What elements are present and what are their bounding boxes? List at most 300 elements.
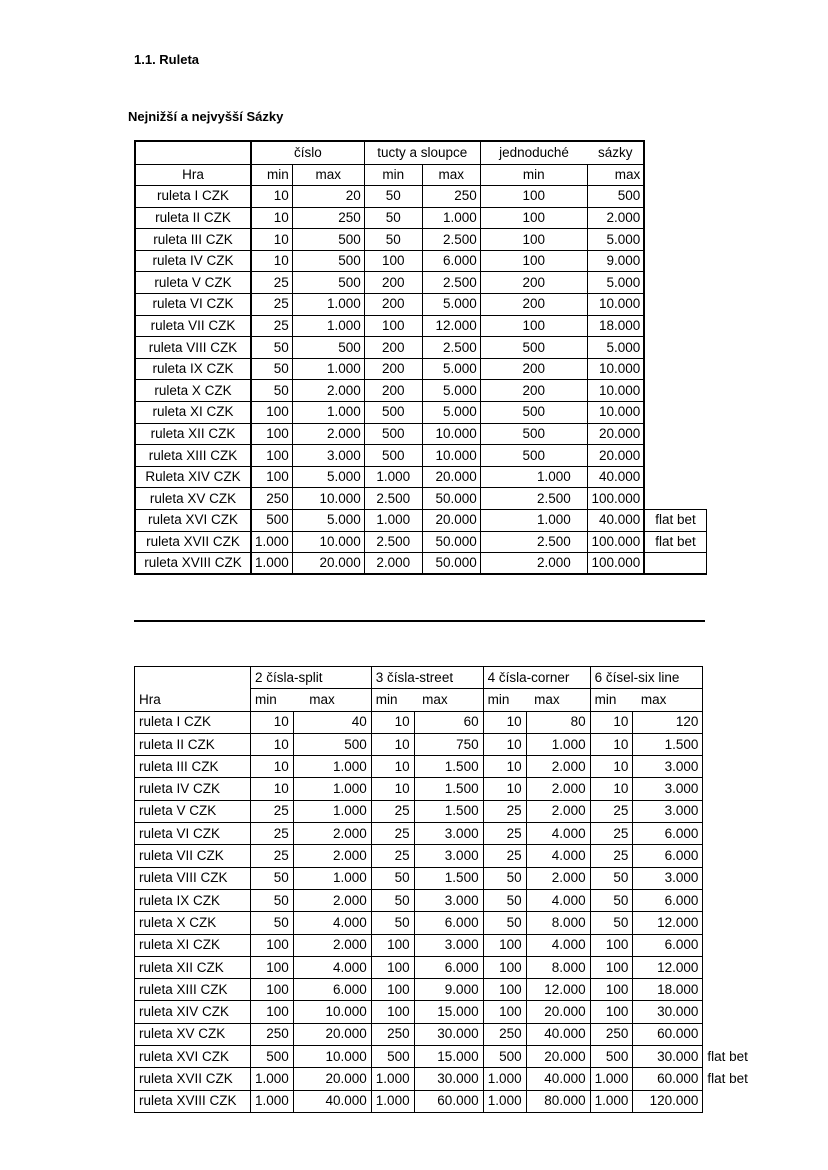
note-cell xyxy=(644,553,706,575)
street-max-cell: 60.000 xyxy=(414,1090,483,1112)
street-max-cell: 750 xyxy=(414,733,483,755)
note-cell: flat bet xyxy=(644,531,706,553)
cislo-max-cell: 500 xyxy=(292,337,364,359)
cislo-min-cell: 250 xyxy=(251,488,292,510)
six-line-max-cell: 3.000 xyxy=(633,867,703,889)
game-name-cell: ruleta X CZK xyxy=(135,912,251,934)
table-row xyxy=(135,186,706,208)
note-cell xyxy=(703,1001,759,1023)
table-row xyxy=(135,358,706,380)
cislo-max-cell: 2.000 xyxy=(292,380,364,402)
street-min-cell: 25 xyxy=(371,823,414,845)
game-name-cell: ruleta XVIII CZK xyxy=(135,553,251,575)
note-cell: flat bet xyxy=(707,1070,748,1086)
table2-group-header-row xyxy=(135,667,759,689)
table-row xyxy=(135,294,706,316)
jednoduche-max-cell: 5.000 xyxy=(587,272,644,294)
corner-max-cell: 1.000 xyxy=(526,733,590,755)
tucty-max-cell: 10.000 xyxy=(422,423,480,445)
tucty-min-cell: 50 xyxy=(364,229,422,251)
six-line-min-cell: 25 xyxy=(590,845,633,867)
table-row xyxy=(135,845,759,867)
cislo-min-cell: 25 xyxy=(251,294,292,316)
table-row xyxy=(135,711,759,733)
corner-max-cell: 4.000 xyxy=(526,823,590,845)
note-cell xyxy=(644,380,706,402)
cislo-max-cell: 1.000 xyxy=(292,294,364,316)
tucty-max-cell: 250 xyxy=(422,186,480,208)
corner-max-cell: 8.000 xyxy=(526,956,590,978)
corner-min-cell: 100 xyxy=(483,956,526,978)
note-cell xyxy=(703,756,759,778)
split-max-cell: 500 xyxy=(293,733,371,755)
note-cell xyxy=(644,272,706,294)
corner-max-cell: 40.000 xyxy=(526,1068,590,1090)
street-min-cell: 25 xyxy=(371,845,414,867)
six-line-max-cell: 120 xyxy=(633,711,703,733)
jednoduche-min-cell: 100 xyxy=(480,229,587,251)
split-max-cell: 1.000 xyxy=(293,867,371,889)
corner-min-cell: 10 xyxy=(483,733,526,755)
tucty-max-cell: 2.500 xyxy=(422,272,480,294)
split-max-cell: 4.000 xyxy=(293,912,371,934)
section-title: 1.1. Ruleta xyxy=(134,52,200,67)
split-max-cell: 6.000 xyxy=(293,979,371,1001)
note-cell xyxy=(644,294,706,316)
split-min-cell: 25 xyxy=(251,845,294,867)
six-line-min-cell: 100 xyxy=(590,1001,633,1023)
jednoduche-max-cell: 5.000 xyxy=(587,337,644,359)
tucty-max-cell: 20.000 xyxy=(422,466,480,488)
jednoduche-max-cell: 100.000 xyxy=(587,488,644,510)
cislo-min-cell: 10 xyxy=(251,207,292,229)
six-line-max-cell: 3.000 xyxy=(633,800,703,822)
street-max-cell: 1.500 xyxy=(414,778,483,800)
game-name-cell: ruleta XVI CZK xyxy=(135,510,251,532)
note-cell xyxy=(703,689,759,711)
split-max-cell: 20.000 xyxy=(293,1068,371,1090)
jednoduche-min-cell: 200 xyxy=(480,272,587,294)
note-cell xyxy=(644,186,706,208)
six-line-min-cell: 50 xyxy=(590,912,633,934)
street-min-cell: 10 xyxy=(371,711,414,733)
street-min-cell: 50 xyxy=(371,889,414,911)
corner-min-cell: 50 xyxy=(483,912,526,934)
jednoduche-max-cell: 10.000 xyxy=(587,358,644,380)
jednoduche-max-cell: 2.000 xyxy=(587,207,644,229)
note-cell xyxy=(644,402,706,424)
cislo-max-cell: 5.000 xyxy=(292,510,364,532)
street-max-cell: 3.000 xyxy=(414,934,483,956)
jednoduche-min-cell: 1.000 xyxy=(480,510,587,532)
split-max-cell: 1.000 xyxy=(293,778,371,800)
table-row xyxy=(135,510,706,532)
game-name-cell: ruleta IV CZK xyxy=(135,778,251,800)
six-line-min-cell: 50 xyxy=(590,867,633,889)
jednoduche-max-cell: 10.000 xyxy=(587,294,644,316)
bet-limits-table-main xyxy=(134,140,707,575)
split-min-cell: 10 xyxy=(251,733,294,755)
street-max-cell: 30.000 xyxy=(414,1068,483,1090)
corner-max-cell: 20.000 xyxy=(526,1001,590,1023)
note-cell xyxy=(703,667,759,689)
corner-min-cell: 25 xyxy=(483,823,526,845)
six-line-min-cell: 50 xyxy=(590,889,633,911)
table-row xyxy=(135,380,706,402)
note-cell xyxy=(703,778,759,800)
game-name-cell: ruleta IX CZK xyxy=(135,889,251,911)
street-max-cell: 9.000 xyxy=(414,979,483,1001)
jednoduche-min-cell: 500 xyxy=(480,402,587,424)
corner-max-cell: 4.000 xyxy=(526,845,590,867)
col-header-max: max xyxy=(414,689,483,711)
jednoduche-max-cell: 18.000 xyxy=(587,315,644,337)
jednoduche-max-cell: 20.000 xyxy=(587,423,644,445)
note-cell xyxy=(644,315,706,337)
six-line-max-cell: 30.000 xyxy=(633,1001,703,1023)
tucty-min-cell: 200 xyxy=(364,294,422,316)
table-row xyxy=(135,466,706,488)
table-row xyxy=(135,1023,759,1045)
street-max-cell: 1.500 xyxy=(414,867,483,889)
corner-min-cell: 100 xyxy=(483,934,526,956)
game-name-cell: ruleta VIII CZK xyxy=(135,867,251,889)
cislo-min-cell: 50 xyxy=(251,380,292,402)
note-cell xyxy=(644,207,706,229)
cislo-max-cell: 500 xyxy=(292,229,364,251)
tucty-min-cell: 100 xyxy=(364,315,422,337)
six-line-max-cell: 60.000 xyxy=(633,1068,703,1090)
cislo-min-cell: 10 xyxy=(251,229,292,251)
table-row xyxy=(135,733,759,755)
split-max-cell: 2.000 xyxy=(293,934,371,956)
cislo-min-cell: 100 xyxy=(251,423,292,445)
cislo-min-cell: 50 xyxy=(251,358,292,380)
col-header-max: max xyxy=(526,689,590,711)
six-line-max-cell: 18.000 xyxy=(633,979,703,1001)
jednoduche-max-cell: 500 xyxy=(587,186,644,208)
group-header-cislo: číslo xyxy=(251,141,364,164)
street-max-cell: 6.000 xyxy=(414,956,483,978)
col-header-min: min xyxy=(364,164,422,186)
table-row xyxy=(135,488,706,510)
game-name-cell: ruleta XIII CZK xyxy=(135,979,251,1001)
tucty-min-cell: 500 xyxy=(364,423,422,445)
table-row xyxy=(135,229,706,251)
corner-min-cell: 25 xyxy=(483,845,526,867)
split-max-cell: 40.000 xyxy=(293,1090,371,1112)
tucty-min-cell: 1.000 xyxy=(364,466,422,488)
jednoduche-max-cell: 5.000 xyxy=(587,229,644,251)
game-name-cell: ruleta XI CZK xyxy=(135,402,251,424)
six-line-max-cell: 6.000 xyxy=(633,845,703,867)
jednoduche-max-cell: 100.000 xyxy=(587,531,644,553)
table-row xyxy=(135,402,706,424)
street-max-cell: 6.000 xyxy=(414,912,483,934)
game-name-cell: ruleta XVIII CZK xyxy=(135,1090,251,1112)
note-cell xyxy=(703,800,759,822)
note-cell xyxy=(644,466,706,488)
col-header-min: min xyxy=(590,689,633,711)
col-header-min: min xyxy=(483,689,526,711)
six-line-min-cell: 10 xyxy=(590,778,633,800)
game-name-cell: ruleta I CZK xyxy=(135,711,251,733)
six-line-min-cell: 100 xyxy=(590,979,633,1001)
tucty-max-cell: 2.500 xyxy=(422,337,480,359)
corner-max-cell: 80.000 xyxy=(526,1090,590,1112)
split-max-cell: 2.000 xyxy=(293,889,371,911)
col-header-min: min xyxy=(251,164,292,186)
cislo-min-cell: 10 xyxy=(251,186,292,208)
split-max-cell: 2.000 xyxy=(293,823,371,845)
jednoduche-min-cell: 500 xyxy=(480,337,587,359)
table-row xyxy=(135,531,706,553)
col-header-max: max xyxy=(633,689,703,711)
corner-min-cell: 10 xyxy=(483,756,526,778)
corner-max-cell: 2.000 xyxy=(526,756,590,778)
cislo-max-cell: 500 xyxy=(292,250,364,272)
group-header-sazky: sázky xyxy=(587,141,644,164)
split-min-cell: 100 xyxy=(251,979,294,1001)
corner-max-cell: 80 xyxy=(526,711,590,733)
six-line-max-cell: 120.000 xyxy=(633,1090,703,1112)
corner-min-cell: 100 xyxy=(483,1001,526,1023)
group-header-six-line: 6 čísel-six line xyxy=(590,667,703,689)
split-min-cell: 1.000 xyxy=(251,1090,294,1112)
six-line-max-cell: 60.000 xyxy=(633,1023,703,1045)
corner-min-cell: 50 xyxy=(483,867,526,889)
jednoduche-max-cell: 40.000 xyxy=(587,510,644,532)
cislo-min-cell: 25 xyxy=(251,315,292,337)
table-row xyxy=(135,315,706,337)
six-line-max-cell: 1.500 xyxy=(633,733,703,755)
cislo-max-cell: 10.000 xyxy=(292,488,364,510)
jednoduche-max-cell: 10.000 xyxy=(587,380,644,402)
game-name-cell: ruleta II CZK xyxy=(135,733,251,755)
cislo-max-cell: 1.000 xyxy=(292,315,364,337)
table-row xyxy=(135,207,706,229)
tucty-min-cell: 2.500 xyxy=(364,531,422,553)
split-max-cell: 20.000 xyxy=(293,1023,371,1045)
six-line-min-cell: 10 xyxy=(590,711,633,733)
game-name-cell: ruleta XV CZK xyxy=(135,1023,251,1045)
split-min-cell: 25 xyxy=(251,800,294,822)
note-cell xyxy=(644,358,706,380)
split-min-cell: 10 xyxy=(251,778,294,800)
table-row xyxy=(135,1068,759,1090)
cislo-min-cell: 10 xyxy=(251,250,292,272)
cislo-min-cell: 25 xyxy=(251,272,292,294)
group-header-jednoduche: jednoduché xyxy=(480,141,587,164)
jednoduche-min-cell: 1.000 xyxy=(480,466,587,488)
game-name-cell: ruleta X CZK xyxy=(135,380,251,402)
corner-max-cell: 20.000 xyxy=(526,1046,590,1068)
game-name-cell: ruleta XVII CZK xyxy=(135,1068,251,1090)
jednoduche-min-cell: 100 xyxy=(480,186,587,208)
cislo-max-cell: 250 xyxy=(292,207,364,229)
game-name-cell: ruleta III CZK xyxy=(135,229,251,251)
jednoduche-min-cell: 100 xyxy=(480,315,587,337)
corner-max-cell: 2.000 xyxy=(526,800,590,822)
table-row xyxy=(135,912,759,934)
corner-min-cell: 25 xyxy=(483,800,526,822)
six-line-min-cell: 1.000 xyxy=(590,1090,633,1112)
tucty-min-cell: 100 xyxy=(364,250,422,272)
col-header-min: min xyxy=(371,689,414,711)
col-header-hra: Hra xyxy=(135,689,251,711)
split-min-cell: 25 xyxy=(251,823,294,845)
jednoduche-min-cell: 200 xyxy=(480,358,587,380)
tucty-max-cell: 50.000 xyxy=(422,488,480,510)
table-row xyxy=(135,934,759,956)
corner-max-cell: 12.000 xyxy=(526,979,590,1001)
jednoduche-min-cell: 500 xyxy=(480,445,587,467)
split-min-cell: 100 xyxy=(251,1001,294,1023)
game-name-cell: ruleta V CZK xyxy=(135,272,251,294)
jednoduche-max-cell: 20.000 xyxy=(587,445,644,467)
table-row xyxy=(135,1001,759,1023)
cislo-max-cell: 10.000 xyxy=(292,531,364,553)
group-header-tucty: tucty a sloupce xyxy=(364,141,480,164)
street-min-cell: 10 xyxy=(371,733,414,755)
note-cell xyxy=(644,445,706,467)
bet-limits-table-combinations xyxy=(134,666,759,1113)
cislo-max-cell: 20.000 xyxy=(292,553,364,575)
six-line-min-cell: 25 xyxy=(590,800,633,822)
game-name-cell: Ruleta XIV CZK xyxy=(135,466,251,488)
cislo-min-cell: 1.000 xyxy=(251,553,292,575)
table-row xyxy=(135,889,759,911)
table-row xyxy=(135,956,759,978)
table-row xyxy=(135,272,706,294)
note-cell xyxy=(703,845,759,867)
game-name-cell: ruleta VII CZK xyxy=(135,845,251,867)
note-cell xyxy=(703,711,759,733)
corner-min-cell: 1.000 xyxy=(483,1090,526,1112)
corner-min-cell: 10 xyxy=(483,778,526,800)
tucty-min-cell: 200 xyxy=(364,337,422,359)
col-header-min: min xyxy=(251,689,294,711)
corner-max-cell: 2.000 xyxy=(526,867,590,889)
game-name-cell: ruleta VI CZK xyxy=(135,294,251,316)
six-line-min-cell: 25 xyxy=(590,823,633,845)
game-name-cell: ruleta IV CZK xyxy=(135,250,251,272)
jednoduche-max-cell: 10.000 xyxy=(587,402,644,424)
cislo-min-cell: 500 xyxy=(251,510,292,532)
table-row xyxy=(135,867,759,889)
cislo-max-cell: 3.000 xyxy=(292,445,364,467)
street-min-cell: 50 xyxy=(371,912,414,934)
game-name-cell: ruleta VI CZK xyxy=(135,823,251,845)
game-name-cell: ruleta XIV CZK xyxy=(135,1001,251,1023)
table-row xyxy=(135,445,706,467)
game-name-cell: ruleta IX CZK xyxy=(135,358,251,380)
table1-corner-cell xyxy=(135,141,251,164)
corner-max-cell: 2.000 xyxy=(526,778,590,800)
cislo-max-cell: 500 xyxy=(292,272,364,294)
split-min-cell: 100 xyxy=(251,934,294,956)
street-min-cell: 100 xyxy=(371,956,414,978)
note-cell xyxy=(703,733,759,755)
table1-title: Nejnižší a nejvyšší Sázky xyxy=(128,109,284,124)
split-min-cell: 10 xyxy=(251,756,294,778)
col-header-hra: Hra xyxy=(135,164,251,186)
game-name-cell: ruleta XV CZK xyxy=(135,488,251,510)
note-cell xyxy=(703,912,759,934)
corner-min-cell: 1.000 xyxy=(483,1068,526,1090)
tucty-max-cell: 5.000 xyxy=(422,294,480,316)
horizontal-divider xyxy=(134,620,705,622)
tucty-max-cell: 5.000 xyxy=(422,402,480,424)
jednoduche-min-cell: 200 xyxy=(480,380,587,402)
street-max-cell: 3.000 xyxy=(414,845,483,867)
street-min-cell: 50 xyxy=(371,867,414,889)
street-min-cell: 25 xyxy=(371,800,414,822)
table2-column-header-row xyxy=(135,689,759,711)
jednoduche-max-cell: 40.000 xyxy=(587,466,644,488)
table-row xyxy=(135,778,759,800)
note-cell xyxy=(703,1023,759,1045)
tucty-min-cell: 2.500 xyxy=(364,488,422,510)
six-line-max-cell: 30.000 xyxy=(633,1046,703,1068)
corner-min-cell: 250 xyxy=(483,1023,526,1045)
cislo-max-cell: 1.000 xyxy=(292,358,364,380)
note-cell xyxy=(644,141,706,164)
game-name-cell: ruleta XVII CZK xyxy=(135,531,251,553)
table-row xyxy=(135,1046,759,1068)
six-line-max-cell: 3.000 xyxy=(633,756,703,778)
cislo-max-cell: 1.000 xyxy=(292,402,364,424)
tucty-min-cell: 50 xyxy=(364,207,422,229)
note-cell xyxy=(703,956,759,978)
group-header-street: 3 čísla-street xyxy=(371,667,483,689)
corner-min-cell: 500 xyxy=(483,1046,526,1068)
jednoduche-min-cell: 500 xyxy=(480,423,587,445)
split-max-cell: 2.000 xyxy=(293,845,371,867)
tucty-min-cell: 200 xyxy=(364,358,422,380)
split-min-cell: 50 xyxy=(251,889,294,911)
table-row xyxy=(135,553,706,575)
cislo-min-cell: 100 xyxy=(251,402,292,424)
street-min-cell: 100 xyxy=(371,979,414,1001)
six-line-min-cell: 10 xyxy=(590,733,633,755)
street-max-cell: 1.500 xyxy=(414,756,483,778)
note-cell xyxy=(703,979,759,1001)
note-cell xyxy=(703,867,759,889)
cislo-max-cell: 2.000 xyxy=(292,423,364,445)
street-max-cell: 1.500 xyxy=(414,800,483,822)
note-cell xyxy=(644,488,706,510)
six-line-max-cell: 12.000 xyxy=(633,912,703,934)
col-header-min: min xyxy=(480,164,587,186)
street-min-cell: 250 xyxy=(371,1023,414,1045)
street-max-cell: 3.000 xyxy=(414,823,483,845)
jednoduche-min-cell: 200 xyxy=(480,294,587,316)
note-cell xyxy=(644,250,706,272)
tucty-max-cell: 12.000 xyxy=(422,315,480,337)
street-min-cell: 10 xyxy=(371,756,414,778)
note-cell xyxy=(644,337,706,359)
corner-max-cell: 4.000 xyxy=(526,934,590,956)
jednoduche-max-cell: 100.000 xyxy=(587,553,644,575)
split-max-cell: 1.000 xyxy=(293,800,371,822)
tucty-min-cell: 500 xyxy=(364,402,422,424)
game-name-cell: ruleta VII CZK xyxy=(135,315,251,337)
corner-max-cell: 40.000 xyxy=(526,1023,590,1045)
corner-min-cell: 50 xyxy=(483,889,526,911)
jednoduche-min-cell: 100 xyxy=(480,207,587,229)
table-row xyxy=(135,250,706,272)
